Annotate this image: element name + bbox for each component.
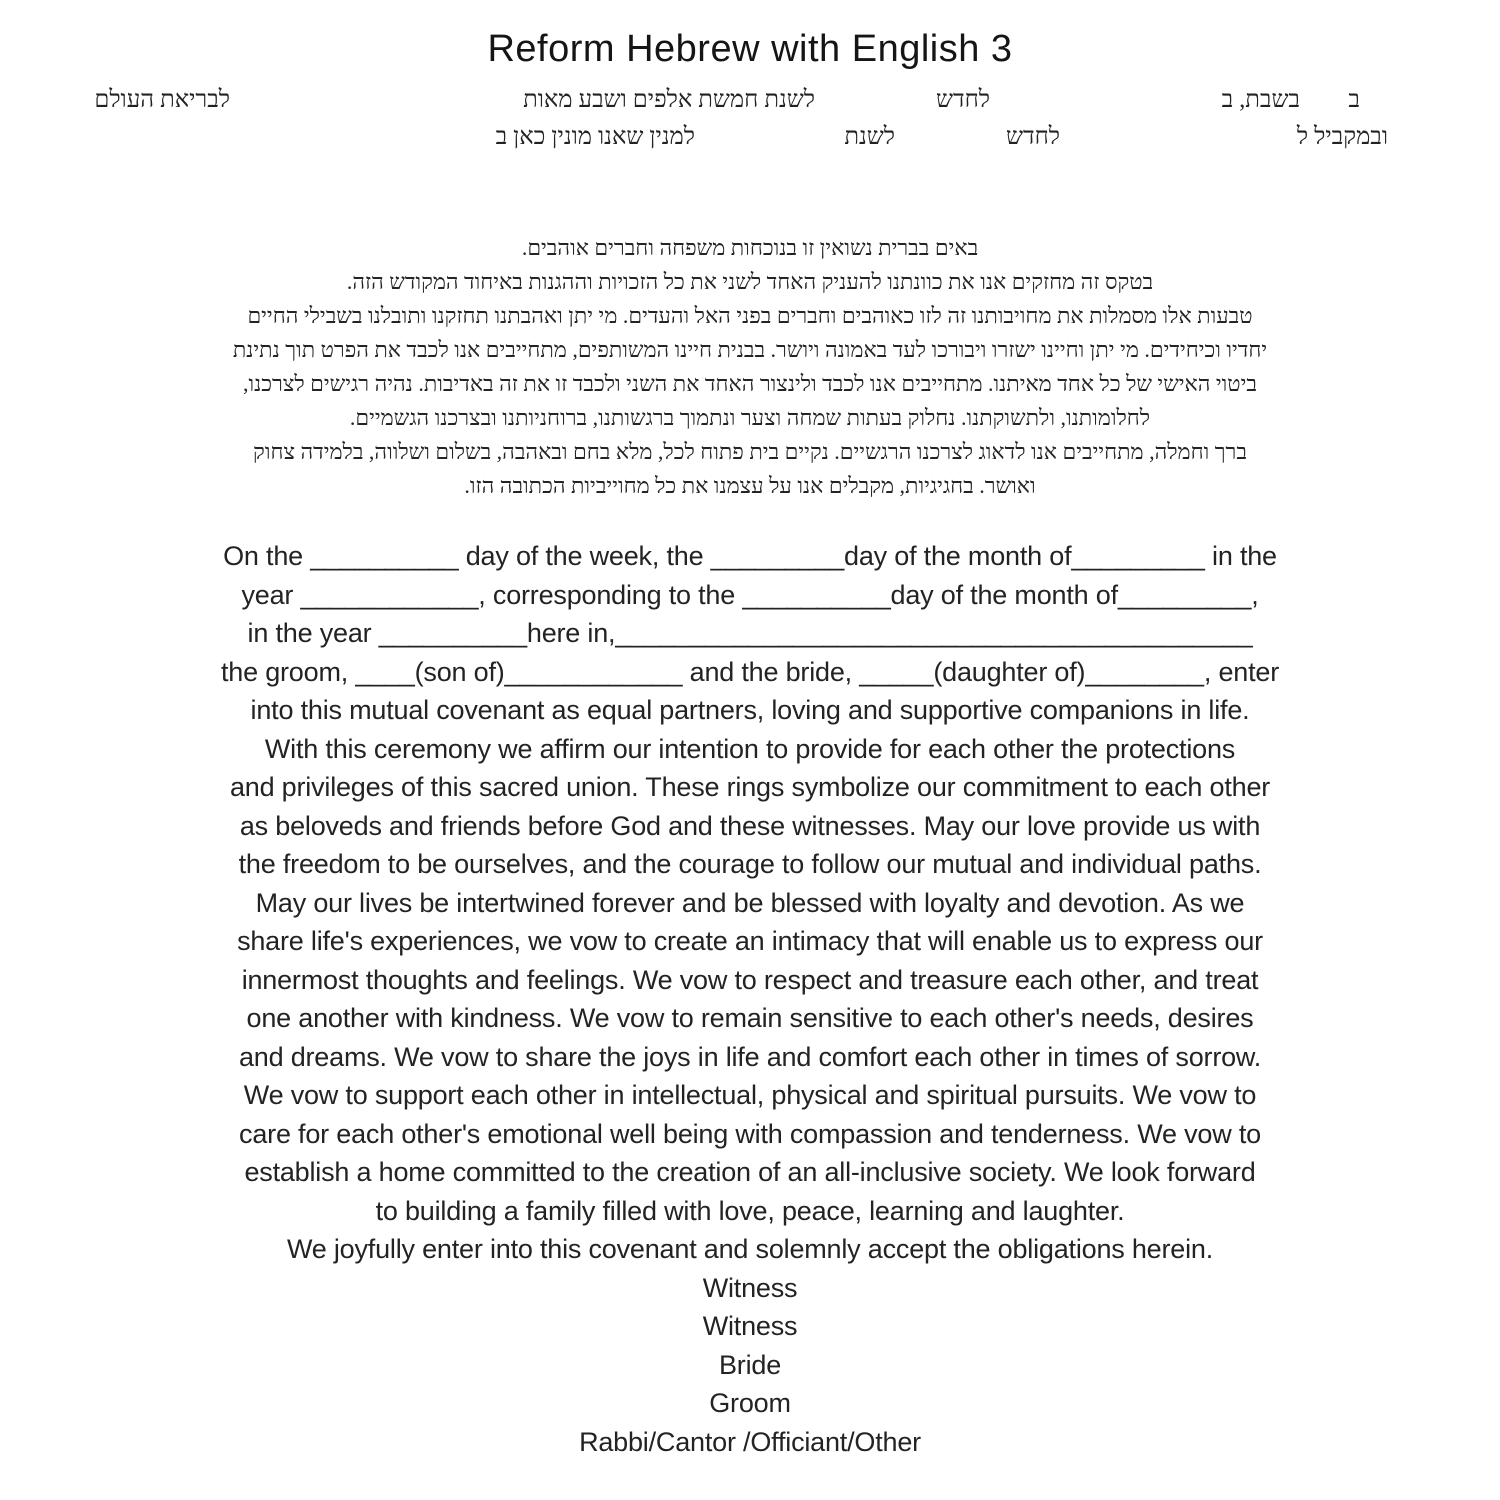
hebrew-date-month-label: לחדש: [936, 87, 990, 113]
english-line: share life's experiences, we vow to create an intimacy that will enable us to express our: [237, 926, 1263, 956]
page-title: Reform Hebrew with English 3: [487, 28, 1013, 70]
english-line: to building a family filled with love, peace, learning and laughter.: [375, 1195, 1125, 1226]
english-line: and privileges of this sacred union. These rings symbolize our commitment to each other: [229, 772, 1271, 802]
hebrew-date-year-phrase: לשנת חמשת אלפים ושבע מאות: [523, 87, 815, 113]
hebrew-date-corresponding: ובמקביל ל: [1296, 124, 1388, 150]
english-line-year: year ____________, corresponding to the __________day of the month of_________,: [241, 579, 1259, 610]
english-line: establish a home committed to the creation of an all-inclusive society. We look forward: [244, 1157, 1256, 1187]
english-line: and dreams. We vow to share the joys in life and comfort each other in times of sorrow.: [238, 1041, 1262, 1072]
english-line-here-in: in the year __________here in,___________________________________________: [247, 618, 1253, 648]
hebrew-paragraph-line: בטקס זה מחזקים אנו את כוונתנו להעניק האחד לשני את כל הזכויות וההגנות באיחוד המקודש הזה.: [346, 269, 1154, 294]
english-line: With this ceremony we affirm our intention to provide for each other the protections: [264, 733, 1236, 764]
signature-label-groom: Groom: [709, 1388, 791, 1418]
english-line-groom-bride: the groom, ____(son of)____________ and the bride, _____(daughter of)________, enter: [220, 656, 1280, 687]
signature-label-officiant: Rabbi/Cantor /Officiant/Other: [579, 1426, 921, 1457]
signature-label-witness-1: Witness: [702, 1272, 798, 1303]
hebrew-date-year-label-2: לשנת: [844, 124, 895, 150]
hebrew-paragraph-line: באים בברית נשואין זו בנוכחות משפחה וחברים אוהבים.: [521, 235, 979, 260]
english-line: into this mutual covenant as equal partners, loving and supportive companions in life.: [250, 695, 1250, 725]
signature-section: [0, 1269, 1500, 1462]
english-line: care for each other's emotional well being with compassion and tenderness. We vow to: [239, 1118, 1261, 1149]
hebrew-date-month-label-2: לחדש: [1006, 124, 1060, 150]
english-paragraph: [0, 537, 1500, 1269]
english-line: May our lives be intertwined forever and be blessed with loyalty and devotion. As we: [255, 887, 1245, 918]
hebrew-paragraph-line: ברך וחמלה, מתחייבים אנו לדאוג לצרכנו הרגשיים. נקיים בית פתוח לכל, מלא בחם ובאהבה, בשלום ושלווה, בלמידה צחוק: [253, 439, 1247, 464]
english-line: We joyfully enter into this covenant and solemnly accept the obligations herein.: [286, 1234, 1214, 1264]
signature-label-bride: Bride: [718, 1349, 782, 1380]
english-line-date-week: On the __________ day of the week, the _________day of the month of_________ in the: [223, 541, 1277, 571]
english-line: We vow to support each other in intellectual, physical and spiritual pursuits. We vow to: [243, 1080, 1257, 1110]
hebrew-date-section: [0, 87, 1500, 169]
english-line: one another with kindness. We vow to remain sensitive to each other's needs, desires: [246, 1003, 1254, 1033]
hebrew-paragraph-line: ואושר. בחגיגיות, מקבלים אנו על עצמנו את כל מחוייביות הכתובה הזו.: [464, 473, 1036, 498]
hebrew-date-prefix-day: ב: [1348, 87, 1360, 113]
hebrew-paragraph-line: טבעות אלו מסמלות את מחויבותנו זה לזו כאוהבים וחברים בפני האל והעדים. מי יתן ואהבתנו תחזקנו ותובלנו בשבילי החיים: [247, 303, 1253, 328]
hebrew-paragraph-line: לחלומותנו, ולתשוקתנו. נחלוק בעתות שמחה וצער ונתמוך ברגשותנו, ברוחניותנו ובצרכנו הגשמיים.: [349, 405, 1151, 430]
hebrew-date-count-here-phrase: למנין שאנו מונין כאן ב: [495, 124, 695, 150]
signature-label-witness-2: Witness: [702, 1311, 798, 1341]
hebrew-paragraph-line: יחדיו וכיחידים. מי יתן וחיינו ישזרו ויבורכו לעד באמונה ויושר. בבנית חיינו המשותפים, מתחייבים אנו לכבד את הפרט תוך נתינת: [232, 337, 1268, 362]
english-line: the freedom to be ourselves, and the courage to follow our mutual and individual paths.: [238, 849, 1262, 879]
hebrew-paragraph: [0, 231, 1500, 503]
hebrew-date-week-phrase: בשבת, ב: [1221, 87, 1300, 113]
hebrew-date-creation-phrase: לבריאת העולם: [94, 87, 230, 113]
english-line: innermost thoughts and feelings. We vow to respect and treasure each other, and treat: [241, 964, 1259, 995]
hebrew-paragraph-line: ביטוי האישי של כל אחד מאיתנו. מתחייבים אנו לכבד ולינצור האחד את השני ולכבד זו את זה באדיבות. נהיה רגישים לצרכנו,: [243, 371, 1257, 396]
english-line: as beloveds and friends before God and these witnesses. May our love provide us with: [239, 810, 1261, 841]
